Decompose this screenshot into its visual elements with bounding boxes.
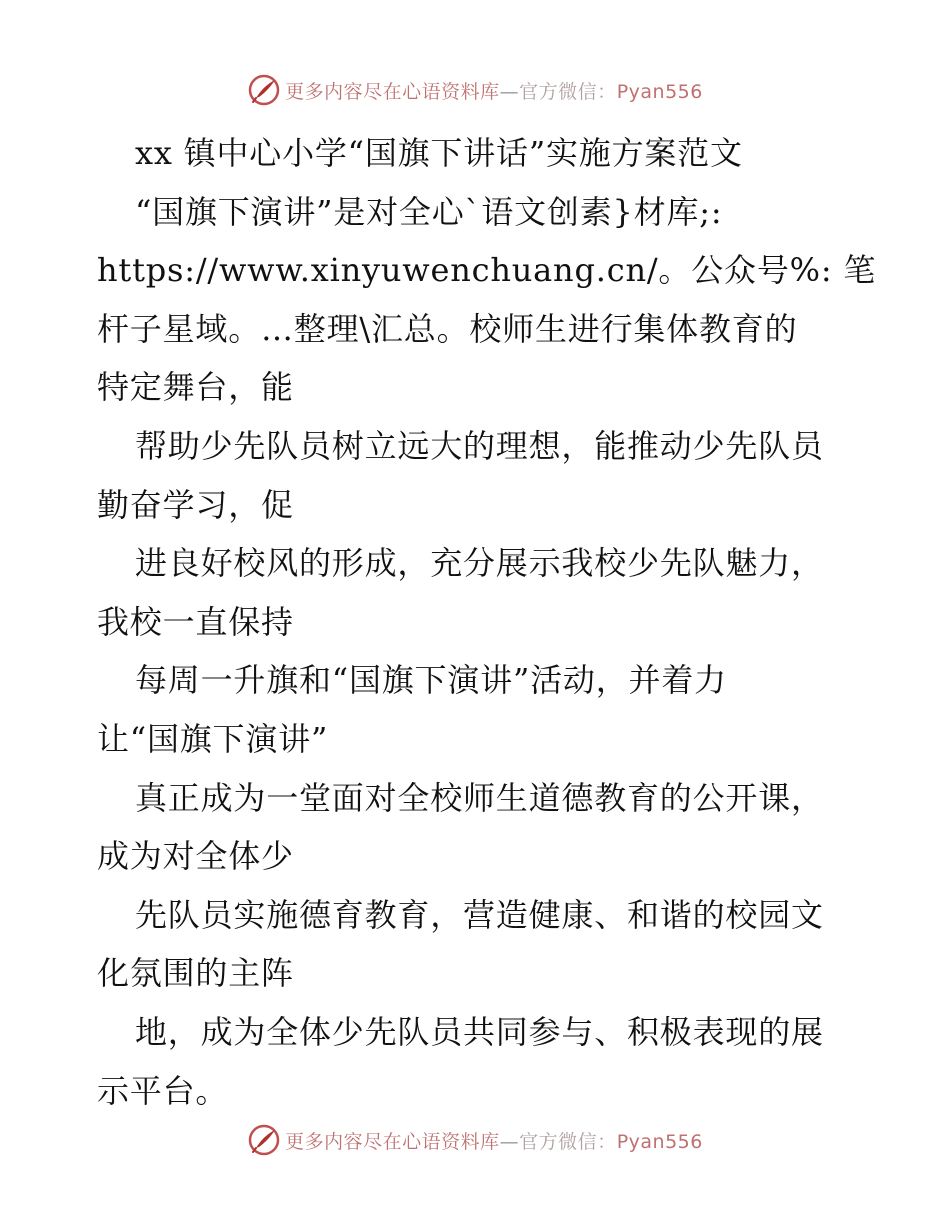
paragraph-line: 示平台。: [97, 1071, 229, 1110]
watermark-banner-top: [0, 70, 950, 110]
paragraph-line: 帮助少先队员树立远大的理想，能推动少先队员: [135, 426, 824, 465]
paragraph-line: https://www.xinyuwenchuang.cn/。公众号%: 笔: [97, 251, 877, 290]
paragraph-line: 真正成为一堂面对全校师生道德教育的公开课，: [135, 778, 824, 817]
feather-pen-logo-icon: [247, 73, 281, 107]
watermark-prefix: 更多内容尽在心语资料库: [285, 1130, 500, 1153]
paragraph-line: 进良好校风的形成，充分展示我校少先队魅力，: [135, 544, 824, 583]
watermark-separator: —: [499, 1130, 520, 1153]
paragraph-line: 地，成为全体少先队员共同参与、积极表现的展: [135, 1012, 824, 1051]
document-title: xx 镇中心小学“国旗下讲话”实施方案范文: [135, 134, 743, 172]
paragraph-line: 我校一直保持: [97, 602, 294, 641]
feather-pen-logo-icon: [247, 1123, 281, 1157]
watermark-wechat-label: 官方微信：: [519, 1130, 617, 1153]
document-body: [97, 124, 877, 1120]
watermark-wechat-id: Pyan556: [616, 80, 703, 103]
watermark-text: [285, 1127, 703, 1154]
paragraph-line: 勤奋学习，促: [97, 485, 294, 524]
paragraph-line: 先队员实施德育教育，营造健康、和谐的校园文: [135, 895, 824, 934]
paragraph-line: 特定舞台，能: [97, 368, 294, 407]
watermark-prefix: 更多内容尽在心语资料库: [285, 80, 500, 103]
paragraph-line: 杆子星域。…整理\汇总。校师生进行集体教育的: [97, 309, 798, 348]
watermark-wechat-id: Pyan556: [616, 1130, 703, 1153]
watermark-wechat-label: 官方微信：: [519, 80, 617, 103]
paragraph-line: “国旗下演讲”是对全心`语文创素}材库;:: [135, 192, 723, 231]
paragraph-line: 成为对全体少: [97, 837, 294, 876]
paragraph-line: 化氛围的主阵: [97, 954, 294, 993]
watermark-banner-bottom: [0, 1120, 950, 1160]
watermark-text: [285, 77, 703, 104]
paragraph-line: 让“国旗下演讲”: [97, 719, 329, 758]
watermark-separator: —: [499, 80, 520, 103]
paragraph-line: 每周一升旗和“国旗下演讲”活动，并着力: [135, 661, 727, 700]
